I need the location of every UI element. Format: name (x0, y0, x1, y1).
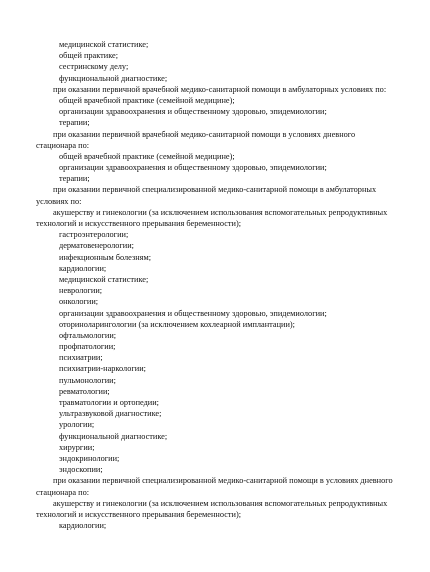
list-item: инфекционным болезням; (59, 252, 152, 262)
list-item: функциональной диагностике; (59, 73, 168, 83)
section-heading-continued: стационара по: (36, 487, 90, 497)
section-heading: при оказании первичной специализированной медико-санитарной помощи в условиях дневного (53, 476, 393, 486)
list-item: ультразвуковой диагностике; (59, 409, 162, 419)
list-item: организации здравоохранения и общественному здоровью, эпидемиологии; (59, 163, 327, 173)
list-item: травматологии и ортопедии; (59, 398, 159, 407)
list-item: психиатрии; (59, 353, 103, 363)
list-item: онкологии; (59, 297, 99, 307)
list-item: общей практике; (59, 51, 119, 61)
list-item: терапии; (59, 174, 90, 184)
list-item: организации здравоохранения и общественному здоровью, эпидемиологии; (59, 107, 327, 117)
list-item: общей врачебной практике (семейной медицине); (59, 151, 235, 161)
list-item: функциональной диагностике; (59, 431, 168, 441)
list-item: профпатологии; (59, 342, 116, 352)
list-item: неврологии; (59, 286, 103, 296)
list-item: общей врачебной практике (семейной медицине); (59, 95, 235, 105)
list-item: офтальмологии; (59, 330, 117, 340)
list-item: организации здравоохранения и общественному здоровью, эпидемиологии; (59, 308, 327, 318)
list-item: медицинской статистике; (59, 274, 149, 284)
list-item-continued: технологий и искусственного прерывания беременности); (36, 219, 242, 228)
list-item: эндокринологии; (59, 453, 120, 463)
list-item: урологии; (59, 420, 95, 430)
list-item: оториноларингологии (за исключением кохлеарной имплантации); (59, 319, 295, 329)
list-item: хирургии; (59, 442, 95, 452)
document-body (36, 39, 416, 531)
list-item: эндоскопии; (59, 465, 103, 475)
list-item: акушерству и гинекологии (за исключением использования вспомогательных репродуктивных (53, 207, 388, 217)
section-heading-continued: стационара по: (36, 140, 90, 150)
list-item: дерматовенерологии; (59, 241, 134, 251)
section-heading-continued: условиях по: (36, 196, 82, 206)
list-item: кардиологии; (59, 521, 107, 531)
list-item: гастроэнтерологии; (59, 230, 129, 240)
list-item: медицинской статистике; (59, 40, 149, 49)
list-item: ревматологии; (59, 386, 110, 396)
list-item: сестринскому делу; (59, 62, 129, 72)
list-item: психиатрии-наркологии; (59, 364, 146, 374)
list-item: акушерству и гинекологии (за исключением использования вспомогательных репродуктивных (53, 498, 388, 508)
section-heading: при оказании первичной врачебной медико-санитарной помощи в условиях дневного (53, 129, 356, 139)
section-heading: при оказании первичной врачебной медико-санитарной помощи в амбулаторных условиях по: (53, 84, 387, 94)
list-item: пульмонологии; (59, 375, 116, 385)
section-heading: при оказании первичной специализированной медико-санитарной помощи в амбулаторных (53, 185, 377, 195)
list-item: терапии; (59, 118, 90, 128)
list-item-continued: технологий и искусственного прерывания беременности); (36, 509, 242, 519)
list-item: кардиологии; (59, 263, 107, 273)
